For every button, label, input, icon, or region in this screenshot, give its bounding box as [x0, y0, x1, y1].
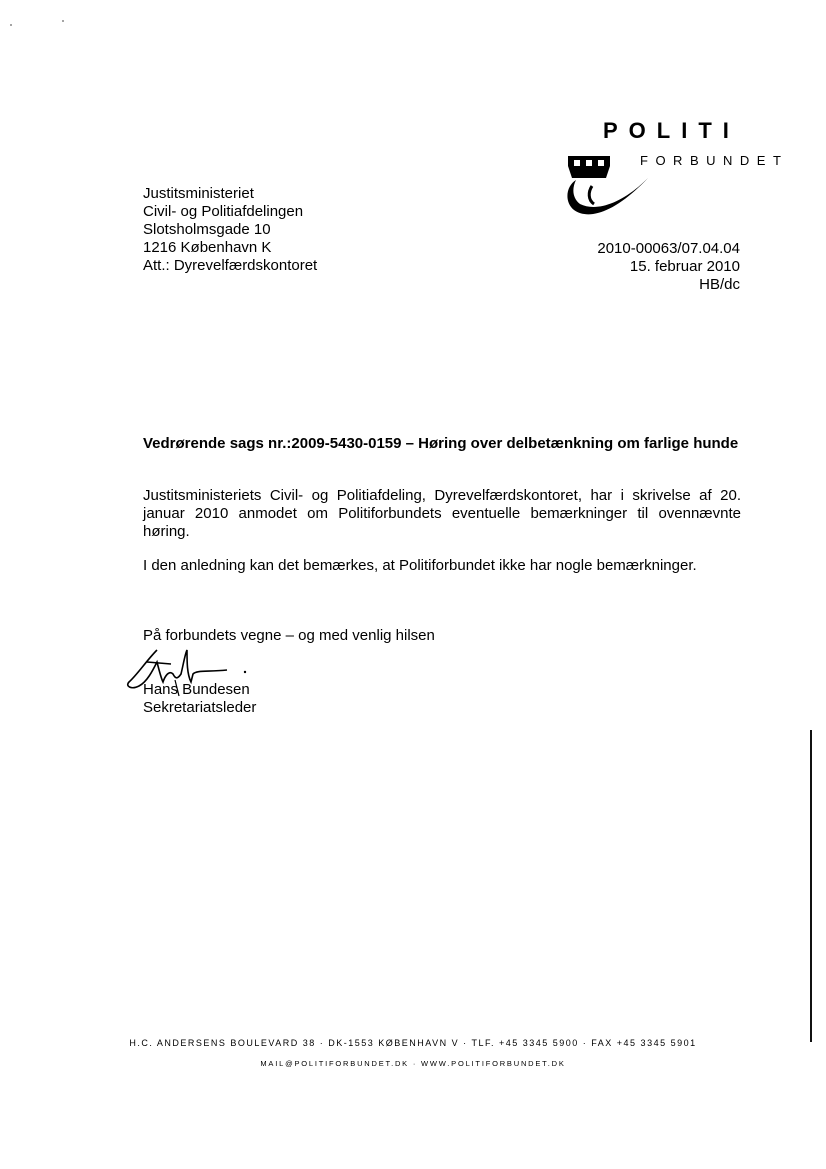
scan-speck [10, 24, 12, 26]
initials: HB/dc [699, 276, 740, 293]
case-number: 2010-00063/07.04.04 [597, 240, 740, 257]
body-paragraph: Justitsministeriets Civil- og Politiafdeling, Dyrevelfærdskontoret, har i skrivelse af 20. januar 2010 anmodet om Politiforbundets eventuelle bemærkninger til ovennævnte høring. [143, 487, 741, 540]
recipient-line: 1216 København K [143, 239, 272, 256]
recipient-line: Slotsholmsgade 10 [143, 221, 271, 238]
scan-edge-line [810, 730, 812, 1042]
signer-title: Sekretariatsleder [143, 699, 257, 716]
scan-speck [62, 20, 64, 22]
recipient-address [143, 185, 317, 275]
body-paragraph: I den anledning kan det bemærkes, at Politiforbundet ikke har nogle bemærkninger. [143, 557, 697, 574]
recipient-line: Att.: Dyrevelfærdskontoret [143, 257, 318, 274]
politi-crown-eye-icon [562, 152, 662, 230]
signer-name: Hans Bundesen [143, 681, 250, 698]
logo-wordmark: POLITI [603, 118, 740, 143]
signer-block [143, 681, 256, 717]
recipient-line: Civil- og Politiafdelingen [143, 203, 304, 220]
reference-block [597, 240, 740, 294]
letter-subject: Vedrørende sags nr.:2009-5430-0159 – Høring over delbetænkning om farlige hunde [143, 435, 739, 452]
letter-date: 15. februar 2010 [629, 258, 740, 275]
footer-address: H.C. ANDERSENS BOULEVARD 38 · DK-1553 KØBENHAVN V · TLF. +45 3345 5900 · FAX +45 3345 5901 [129, 1038, 697, 1048]
logo-subtitle: FORBUNDET [640, 153, 789, 168]
recipient-line: Justitsministeriet [143, 185, 254, 202]
footer-web: MAIL@POLITIFORBUNDET.DK · WWW.POLITIFORBUNDET.DK [260, 1059, 566, 1068]
closing-line: På forbundets vegne – og med venlig hilsen [143, 627, 435, 644]
